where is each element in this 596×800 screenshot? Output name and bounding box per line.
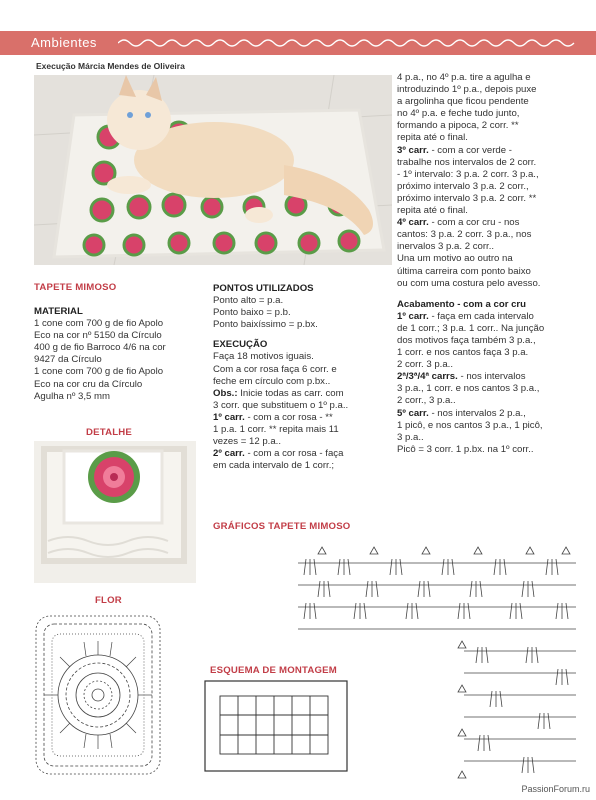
row-label: 1º carr. <box>213 411 245 423</box>
text-line: próximo intervalo 3 p.a. 2 corr. ** <box>397 192 537 204</box>
material-section <box>34 306 214 403</box>
text-line: última carreira com ponto baixo <box>397 265 531 277</box>
detail-heading: DETALHE <box>86 427 132 438</box>
exec-line: 1º carr. - com a cor rosa - ** <box>213 411 333 423</box>
text-line: no 4º p.a. e feche tudo junto, <box>397 108 520 120</box>
text-line: de 1 corr.; 3 p.a. 1 corr.. Na junção <box>397 322 545 334</box>
exec-line: 2º carr. - com a cor rosa - faça <box>213 448 344 460</box>
text-line: 1º carr. - faça em cada intervalo <box>397 310 534 322</box>
text-line: 2 corr. 3 p.a.. <box>397 359 453 371</box>
material-heading: MATERIAL <box>34 306 83 317</box>
exec-line: em cada intervalo de 1 corr.; <box>213 460 335 472</box>
text-line: 3 p.a.. <box>397 431 424 443</box>
exec-line: Obs.: Inicie todas as carr. com <box>213 387 344 399</box>
charts-heading: GRÁFICOS TAPETE MIMOSO <box>213 521 351 532</box>
text-line: 2 corr., 3 p.a.. <box>397 395 456 407</box>
material-line: 1 cone com 700 g de fio Apolo <box>34 366 164 378</box>
row-label: 5º carr. <box>397 407 429 419</box>
material-line: Agulha nº 3,5 mm <box>34 390 111 402</box>
stitch-line: Ponto baixo = p.b. <box>213 307 291 319</box>
exec-line: vezes = 12 p.a.. <box>213 436 281 448</box>
text-line: 3º carr. - com a cor verde - <box>397 144 512 156</box>
cat-on-rug-photo <box>34 75 392 265</box>
execution-heading: EXECUÇÃO <box>213 339 268 351</box>
exec-line: Com a cor rosa faça 6 corr. e <box>213 363 337 375</box>
text-line: dos motivos faça também 3 p.a., <box>397 334 536 346</box>
text-line: introduzindo 1º p.a., depois puxe <box>397 84 537 96</box>
text-line: trabalhe nos intervalos de 2 corr. <box>397 156 537 168</box>
text-line: 5º carr. - nos intervalos 2 p.a., <box>397 407 526 419</box>
row-label: 2ª/3ª/4ª carrs. <box>397 371 458 383</box>
text-line: 4 p.a., no 4º p.a. tire a agulha e <box>397 72 531 83</box>
material-line: 1 cone com 700 g de fio Apolo <box>34 318 164 330</box>
text-line: repita até o final. <box>397 205 468 217</box>
assembly-heading: ESQUEMA DE MONTAGEM <box>210 665 337 676</box>
photo-credit: Execução Márcia Mendes de Oliveira <box>36 61 185 71</box>
text-line: 3 p.a., 1 corr. e nos cantos 3 p.a., <box>397 383 540 395</box>
stitches-section <box>213 283 388 472</box>
row-label: 1º carr. <box>397 310 429 322</box>
text-line: cantos: 3 p.a. 2 corr. 3 p.a., nos <box>397 229 532 241</box>
text-line: próximo intervalo 3 p.a. 2 corr., <box>397 180 529 192</box>
rug-crochet-chart <box>296 545 578 780</box>
text-line: - 1º intervalo: 3 p.a. 2 corr. 3 p.a., <box>397 168 539 180</box>
material-line: 9427 da Círculo <box>34 354 102 366</box>
row-label: 3º carr. <box>397 144 429 156</box>
obs-label: Obs.: <box>213 387 238 399</box>
exec-line: feche em círculo com p.bx.. <box>213 375 331 387</box>
text-line: repita até o final. <box>397 132 468 144</box>
watermark: PassionForum.ru <box>521 784 590 794</box>
material-line: 400 g de fio Barroco 4/6 na cor <box>34 342 166 354</box>
text-line: 4º carr. - com a cor cru - nos <box>397 217 520 229</box>
exec-line: Faça 18 motivos iguais. <box>213 351 314 363</box>
text-line: 1 corr. e nos cantos faça 3 p.a. <box>397 347 529 359</box>
text-line: formando a pipoca, 2 corr. ** <box>397 120 519 132</box>
text-line: inervalos 3 p.a. 2 corr.. <box>397 241 495 253</box>
row-label: 4º carr. <box>397 217 429 229</box>
exec-line: 3 corr. que substituem o 1º p.a.. <box>213 399 349 411</box>
flower-heading: FLOR <box>95 595 122 606</box>
stitches-heading: PONTOS UTILIZADOS <box>213 283 314 294</box>
detail-photo <box>34 441 196 583</box>
text-line: Picô = 3 corr. 1 p.bx. na 1º corr.. <box>397 443 534 455</box>
text-line: a argolinha que ficou pendente <box>397 96 529 108</box>
material-line: Eco na cor nº 5150 da Círculo <box>34 330 162 342</box>
stitch-line: Ponto alto = p.a. <box>213 295 284 307</box>
row-label: 2º carr. <box>213 448 245 460</box>
section-title: Ambientes <box>31 35 97 50</box>
text-line: ou com uma costura pelo avesso. <box>397 277 541 289</box>
section-header-band <box>0 31 596 55</box>
instructions-col3 <box>397 72 592 456</box>
text-line: 1 picô, e nos cantos 3 p.a., 1 picô, <box>397 419 543 431</box>
finishing-heading: Acabamento - com a cor cru <box>397 298 527 310</box>
text-line: 2ª/3ª/4ª carrs. - nos intervalos <box>397 371 526 383</box>
text-line: Una um motivo ao outro na <box>397 253 513 265</box>
exec-line: 1 p.a. 1 corr. ** repita mais 11 <box>213 424 339 436</box>
pattern-title: TAPETE MIMOSO <box>34 282 117 293</box>
wavy-ornament <box>118 35 588 51</box>
material-line: Eco na cor cru da Círculo <box>34 378 143 390</box>
flower-crochet-chart <box>30 610 166 780</box>
stitch-line: Ponto baixíssimo = p.bx. <box>213 319 318 331</box>
